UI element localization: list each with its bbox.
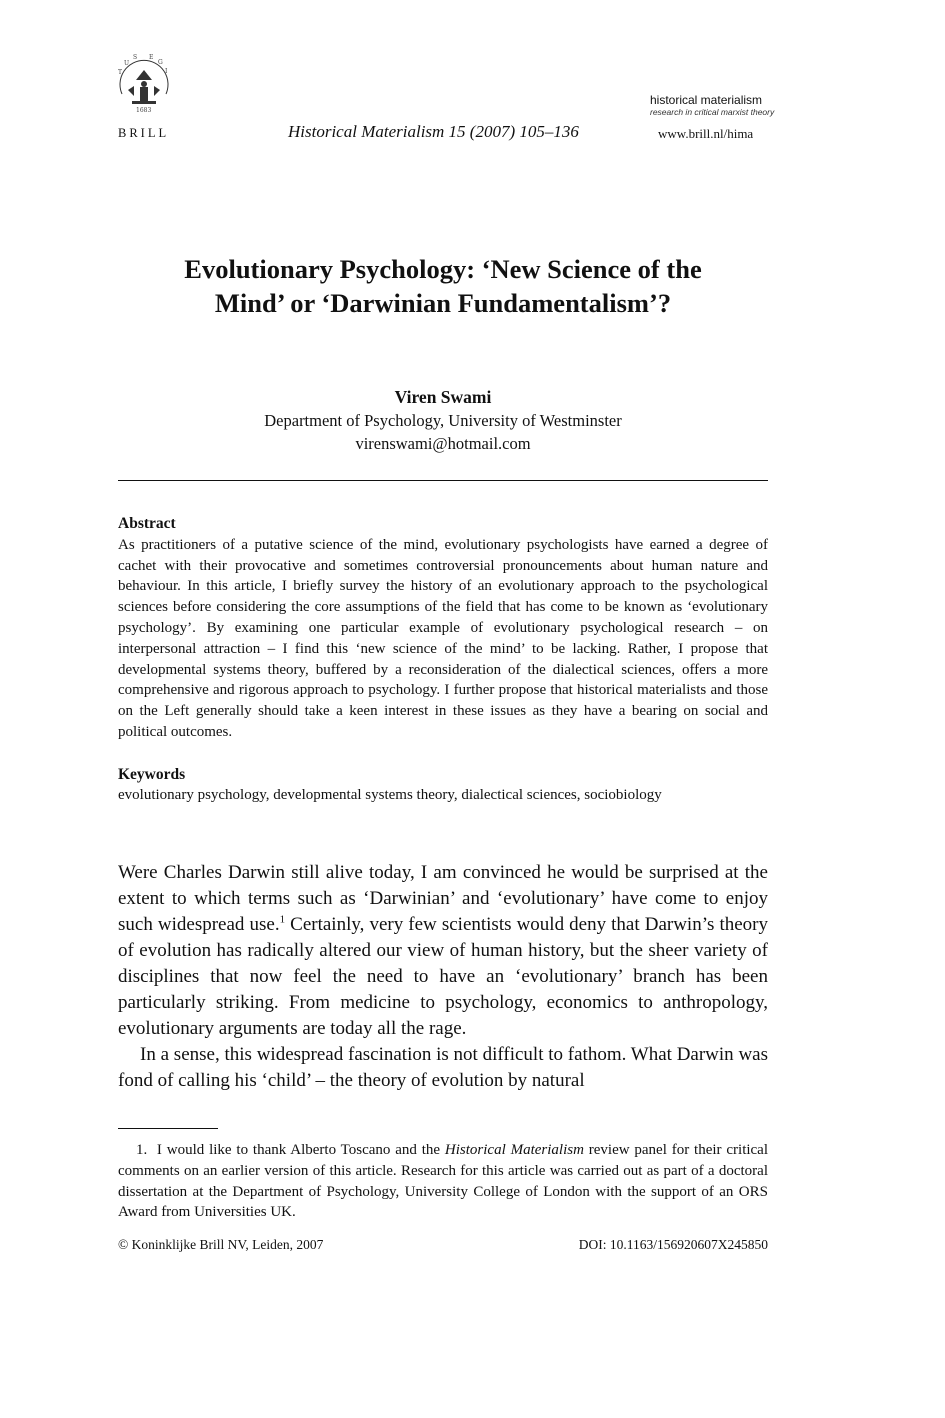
page-header bbox=[0, 54, 945, 154]
title-line-2: Mind’ or ‘Darwinian Fundamentalism’? bbox=[214, 288, 672, 318]
journal-citation: Historical Materialism 15 (2007) 105–136 bbox=[288, 122, 579, 141]
body-paragraph-2: In a sense, this widespread fascination is not difficult to fathom. What Darwin was fond of calling his ‘child’ – the theory of evolution by natural bbox=[118, 1044, 768, 1091]
svg-text:G: G bbox=[158, 59, 163, 66]
journal-brand-name: historical materialism bbox=[650, 93, 763, 107]
doi[interactable]: DOI: 10.1163/156920607X245850 bbox=[578, 1237, 768, 1252]
svg-text:T: T bbox=[118, 69, 123, 76]
svg-text:I: I bbox=[165, 68, 168, 75]
journal-url[interactable]: www.brill.nl/hima bbox=[658, 126, 754, 141]
journal-brand-tagline: research in critical marxist theory bbox=[650, 107, 775, 117]
abstract-section bbox=[118, 514, 768, 743]
title-line-1: Evolutionary Psychology: ‘New Science of the bbox=[184, 254, 702, 284]
keywords-text: evolutionary psychology, developmental systems theory, dialectical sciences, sociobiology bbox=[118, 787, 662, 803]
footnote bbox=[118, 1140, 768, 1223]
footnote-reference[interactable]: 1 bbox=[279, 913, 286, 926]
body-paragraph-1-part-a: Were Charles Darwin still alive today, I am convinced he would be surprised at the extent to which terms such as ‘Darwinian’ and ‘evolutionary’ have come to enjoy such widespread use. bbox=[118, 862, 768, 935]
footnote-journal-italic: Historical Materialism bbox=[444, 1142, 584, 1158]
svg-text:U: U bbox=[124, 60, 130, 67]
footnote-number: 1. bbox=[136, 1142, 148, 1158]
svg-text:1683: 1683 bbox=[136, 107, 152, 114]
author-block bbox=[118, 386, 768, 455]
author-name: Viren Swami bbox=[394, 387, 492, 407]
keywords-heading: Keywords bbox=[118, 766, 186, 783]
brill-seal-icon bbox=[114, 54, 174, 120]
abstract-heading: Abstract bbox=[118, 515, 176, 532]
keywords-section bbox=[118, 764, 768, 806]
abstract-text: As practitioners of a putative science of the mind, evolutionary psychologists have earned a degree of cachet with their provocative and sometimes controversial pronouncements about human nature and behaviour. In this article, I briefly survey the history of an evolutionary approach to the psychological sciences before considering the core assumptions of the field that has come to be known as ‘evolutionary psychology’. By examining one particular example of evolutionary psychological research – on interpersonal attraction – I find this ‘new science of the mind’ to be lacking. Rather, I propose that developmental systems theory, buffered by a reconsideration of the dialectical sciences, offers a more comprehensive and rigorous approach to psychology. I further propose that historical materialists and those on the Left generally should take a keen interest in these issues as they have a bearing on social and political outcomes. bbox=[118, 536, 768, 740]
svg-text:S: S bbox=[133, 54, 138, 61]
author-email[interactable]: virenswami@hotmail.com bbox=[355, 434, 531, 453]
svg-text:E: E bbox=[149, 54, 154, 61]
publisher-wordmark: BRILL bbox=[118, 126, 170, 140]
footnote-text-a: I would like to thank Alberto Toscano and the bbox=[156, 1142, 445, 1158]
copyright-notice: © Koninklijke Brill NV, Leiden, 2007 bbox=[118, 1237, 324, 1252]
body-paragraph-1 bbox=[118, 860, 768, 1042]
author-affiliation: Department of Psychology, University of Westminster bbox=[264, 411, 622, 430]
title-divider bbox=[118, 480, 768, 481]
brill-logo bbox=[110, 54, 180, 140]
journal-brand bbox=[650, 94, 774, 117]
body-paragraph-1-part-b: Certainly, very few scientists would deny that Darwin’s theory of evolution has radically altered our view of human history, but the sheer variety of disciplines that now feel the need to have an ‘evolutionary’ branch has been particularly striking. From medicine to psychology, economics to anthropology, evolutionary arguments are today all the rage. bbox=[118, 914, 768, 1039]
body-text bbox=[118, 860, 768, 1094]
footnote-divider bbox=[118, 1128, 218, 1129]
article-title bbox=[118, 252, 768, 320]
footnote-text-b: review panel for their critical comments on an earlier version of this article. Research for this article was carried out as part of a doctoral dissertation at the Department of Psychology, University College of London with the support of an ORS Award from Universities UK. bbox=[118, 1142, 769, 1221]
